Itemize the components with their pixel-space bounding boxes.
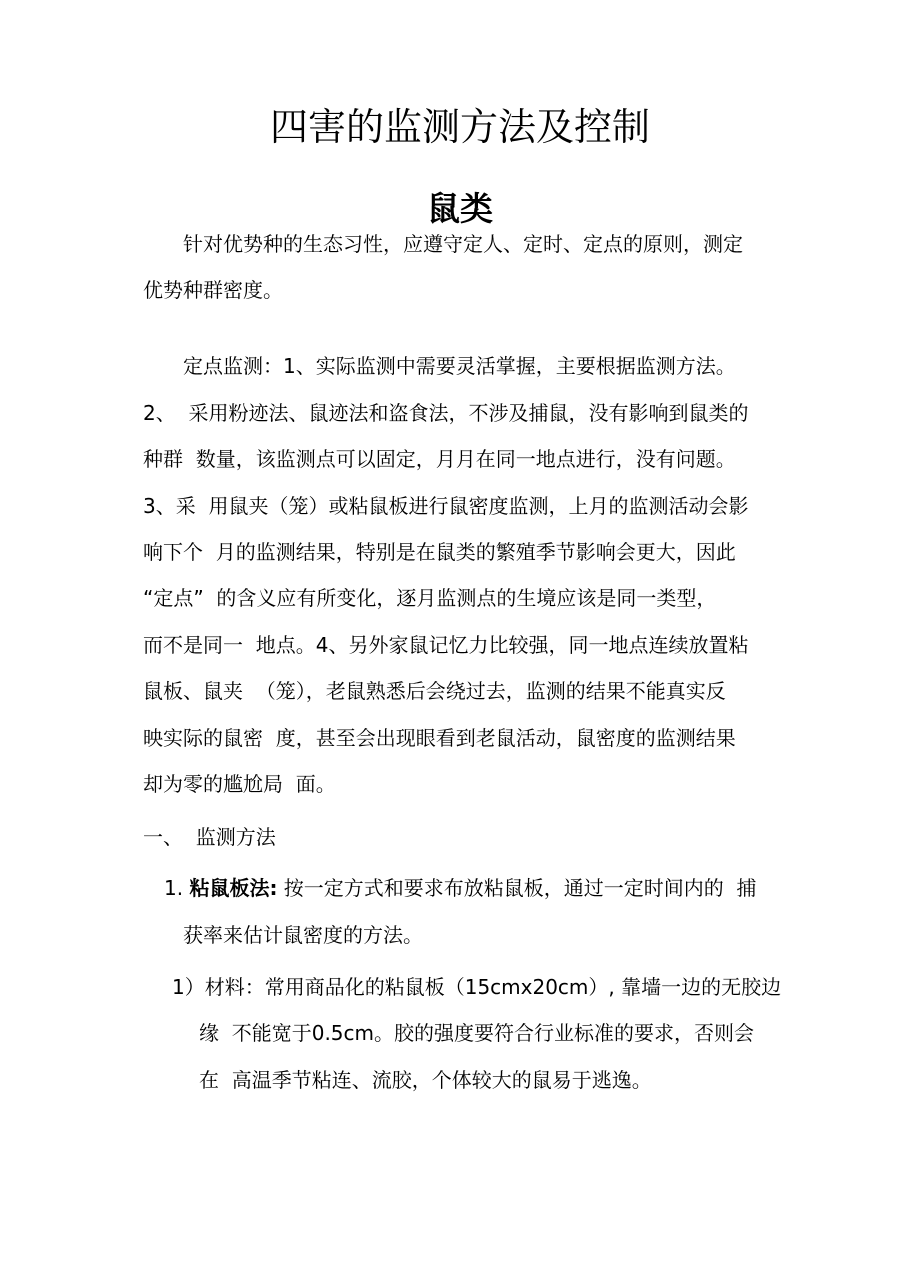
paragraph-line: 而不是同一 地点。4、另外家鼠记忆力比较强，同一地点连续放置粘 — [143, 633, 749, 657]
material-line: 缘 不能宽于0.5cm。胶的强度要符合行业标准的要求，否则会 — [199, 1021, 754, 1045]
method-label: 粘鼠板法: — [189, 876, 278, 900]
paragraph-line: 鼠板、鼠夹 （笼），老鼠熟悉后会绕过去，监测的结果不能真实反 — [143, 679, 726, 703]
method-text-line: 获率来估计鼠密度的方法。 — [183, 923, 423, 947]
paragraph-line: 针对优势种的生态习性，应遵守定人、定时、定点的原则，测定 — [183, 232, 743, 256]
paragraph-line: 定点监测：1、实际监测中需要灵活掌握，主要根据监测方法。 — [183, 354, 736, 378]
paragraph-line: 却为零的尴尬局 面。 — [143, 772, 336, 796]
document-title: 四害的监测方法及控制 — [269, 105, 650, 149]
method-heading-line — [164, 876, 757, 900]
paragraph-line: 2、 采用粉迹法、鼠迹法和盗食法，不涉及捕鼠，没有影响到鼠类的 — [143, 401, 749, 425]
material-line: 在 高温季节粘连、流胶，个体较大的鼠易于逃逸。 — [199, 1068, 652, 1092]
method-text: 按一定方式和要求布放粘鼠板，通过一定时间内的 捕 — [277, 876, 757, 900]
paragraph-line: 映实际的鼠密 度，甚至会出现眼看到老鼠活动，鼠密度的监测结果 — [143, 726, 736, 750]
paragraph-line: 优势种群密度。 — [143, 278, 283, 302]
method-number: 1. — [164, 876, 190, 900]
section-heading: 一、 监测方法 — [143, 825, 276, 849]
paragraph-line: “定点” 的含义应有所变化，逐月监测点的生境应该是同一类型， — [143, 586, 717, 610]
paragraph-line: 响下个 月的监测结果，特别是在鼠类的繁殖季节影响会更大，因此 — [143, 540, 736, 564]
material-line: 1）材料：常用商品化的粘鼠板（15cmx20cm）, 靠墙一边的无胶边 — [172, 975, 782, 999]
paragraph-line: 种群 数量，该监测点可以固定，月月在同一地点进行，没有问题。 — [143, 447, 736, 471]
section-title: 鼠类 — [427, 189, 493, 228]
paragraph-line: 3、采 用鼠夹（笼）或粘鼠板进行鼠密度监测，上月的监测活动会影 — [143, 494, 749, 518]
